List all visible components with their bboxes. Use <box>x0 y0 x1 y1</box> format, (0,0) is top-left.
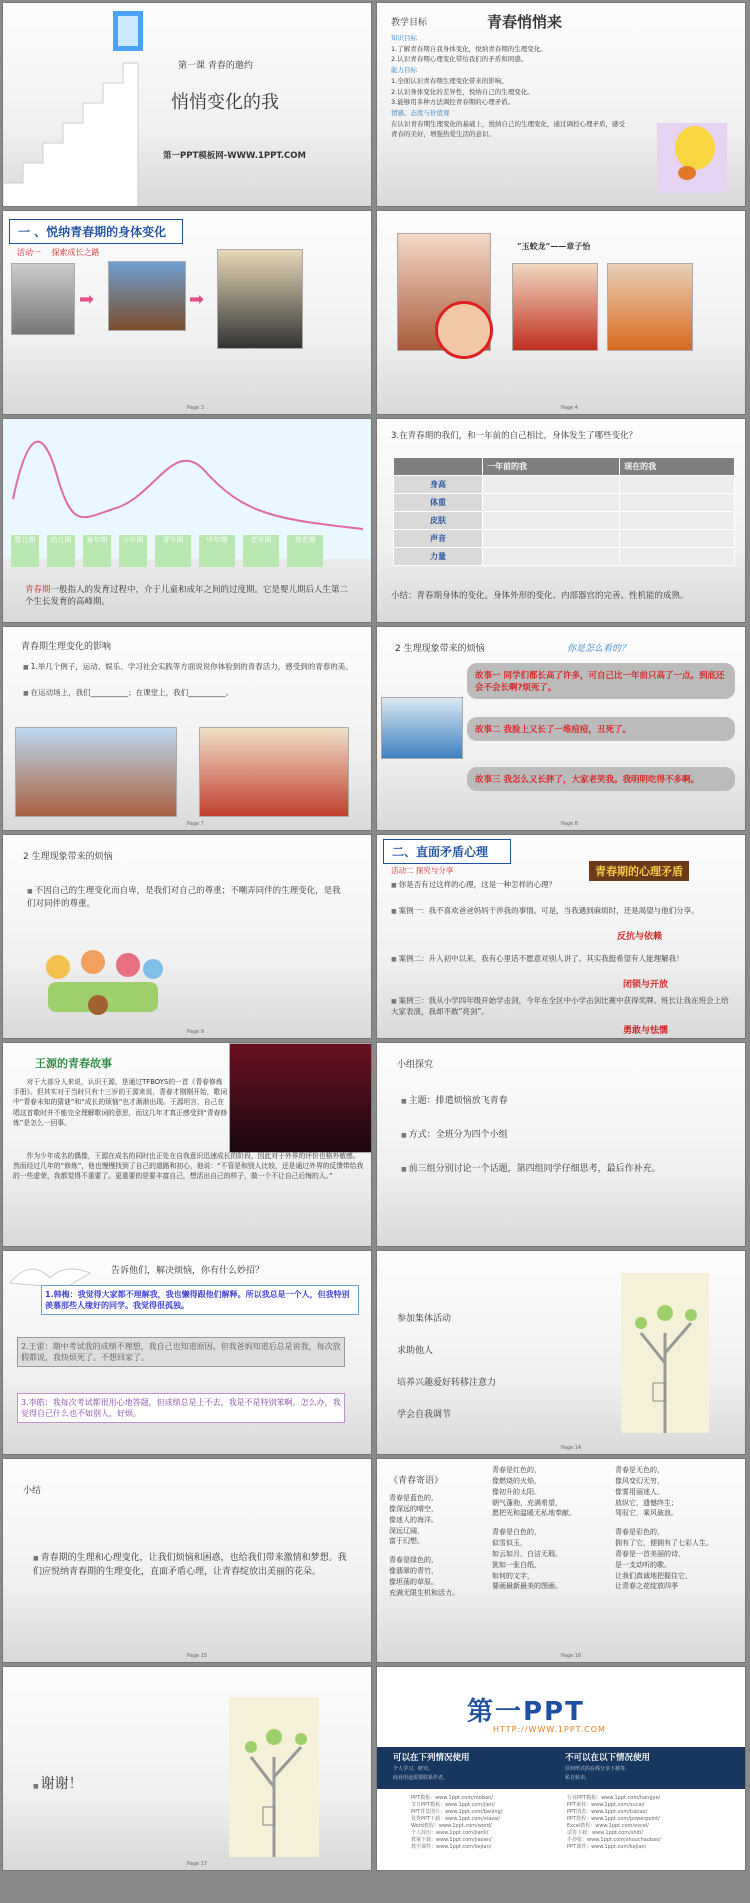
tree-illustration <box>621 1273 709 1433</box>
question: ■ 你是否有过这样的心理，这是一种怎样的心理？ <box>391 879 556 890</box>
method-2: 求助他人 <box>397 1346 434 1356</box>
method-1: 参加集体活动 <box>397 1314 452 1324</box>
sports-photo <box>15 727 177 817</box>
slide-title: 告诉他们，解决烦恼，你有什么妙招？ <box>111 1266 265 1276</box>
page-label: Page 17 <box>187 1861 208 1867</box>
bullet-2: ■ 在运动场上，我们__________；在课堂上，我们__________。 <box>23 687 353 698</box>
poem-line: 富于幻想。 <box>389 1537 424 1546</box>
table-cell[interactable] <box>483 548 620 566</box>
table-header: 现在的我 <box>620 458 735 476</box>
link[interactable]: Word教程：www.1ppt.com/word/ <box>411 1823 492 1829</box>
poem-line: 像初升的太阳。 <box>492 1487 541 1496</box>
summary: 小结：青春期身体的变化。身体外形的变化、内部器官的完善、性机能的成熟。 <box>391 591 689 601</box>
story-para-1: 对于大部分人来说，认识王源，是通过TFBOYS的一首《青春修炼手册》。但其实对于当时只有十三岁的王源来说，青春才刚刚开始，歌词中“青春未知的猜谜”和“成长的烦恼”也才渐渐出现。王源坦言，自己在唱这首歌时并不能完全理解歌词的意思，而这几年才真正感受到“青春修炼”是怎么一回事。 <box>13 1078 228 1127</box>
poem-line: 要画最新最美的图画。 <box>492 1582 562 1591</box>
group-item-3: ■ 前三组分别讨论一个话题，第四组同学仔细思考，最后作补充。 <box>401 1161 731 1174</box>
forbidden-title: 不可以在以下情况使用 <box>565 1753 651 1763</box>
section-title: 一 、悦纳青春期的身体变化 <box>9 219 183 244</box>
slide-title: 王源的青春故事 <box>35 1057 112 1070</box>
stage-label: 童年期 <box>83 535 111 567</box>
slide-4[interactable] <box>376 210 746 415</box>
slide-1[interactable] <box>2 2 372 207</box>
row-label: 力量 <box>394 548 483 566</box>
poem-line: 青春是一首美丽的诗， <box>615 1549 685 1558</box>
obj-heading-values: 情感、态度与价值观 <box>391 109 450 118</box>
actress-child-photo <box>435 301 493 359</box>
story-bubble-3: 故事三 我怎么又长胖了，大家老笑我。我明明吃得不多啊。 <box>467 767 735 791</box>
slide-9[interactable] <box>2 834 372 1039</box>
slide-17[interactable] <box>2 1666 372 1871</box>
poem-line: 朝气蓬勃，充满希望， <box>492 1498 562 1507</box>
link[interactable]: PPT背景图片：www.1ppt.com/beijing/ <box>411 1809 503 1815</box>
table-cell[interactable] <box>483 494 620 512</box>
slide-3[interactable] <box>2 210 372 415</box>
table-cell[interactable] <box>483 476 620 494</box>
links-left <box>411 1795 502 1851</box>
slide-6[interactable] <box>376 418 746 623</box>
link[interactable]: 个人简历：www.1ppt.com/jianli/ <box>411 1830 489 1836</box>
slide-5[interactable] <box>2 418 372 623</box>
poem-line: 驾驭它，乘风破浪。 <box>615 1509 678 1518</box>
row-label: 皮肤 <box>394 512 483 530</box>
poem-line: 像燃烧的火焰， <box>492 1476 541 1485</box>
slide-2[interactable] <box>376 2 746 207</box>
table-row <box>394 548 735 566</box>
page-label: Page 15 <box>187 1653 208 1659</box>
slide-14[interactable] <box>376 1250 746 1455</box>
table-header: 一年前的我 <box>483 458 620 476</box>
link[interactable]: PPT教程：www.1ppt.com/powerpoint/ <box>567 1816 660 1822</box>
group-item-2: ■ 方式：全班分为四个小组 <box>401 1127 508 1140</box>
zhang-adult-photo <box>607 263 693 351</box>
caption: “玉蛟龙”——章子怡 <box>517 241 591 251</box>
allowed-line: 商业用途需要联系作者。 <box>393 1775 449 1781</box>
poem-line: 是一支动听的歌。 <box>615 1560 671 1569</box>
tag-1: 反抗与依赖 <box>617 932 663 942</box>
link[interactable]: PPT素材：www.1ppt.com/sucai/ <box>567 1802 645 1808</box>
obj-heading-ability: 能力目标 <box>391 66 417 75</box>
activity: 活动二 探究与分享 <box>391 866 454 875</box>
slide-8[interactable] <box>376 626 746 831</box>
poem-line: 青春是彩色的， <box>615 1528 664 1537</box>
summary-text: ■ 青春期的生理和心理变化，让我们烦恼和困惑，也给我们带来激情和梦想。我们应悦纳青春期的生理变化，直面矛盾心理，让青春绽放出美丽的花朵。 <box>33 1551 353 1580</box>
slide-title: 2 生理现象带来的烦恼 <box>395 644 485 654</box>
row-label: 声音 <box>394 530 483 548</box>
boy-photo <box>381 697 463 759</box>
bubble-2: 2.王雷：期中考试我的成绩不理想，我自己也知道原因。但我爸妈知道后总是说我，每次放假都说，我快烦死了。不想回家了。 <box>17 1337 345 1367</box>
allowed-line: 个人学习、研究。 <box>393 1766 434 1772</box>
group-item-1: ■ 主题：排遣烦恼放飞青春 <box>401 1093 508 1106</box>
stage-label: 婴儿期 <box>11 535 39 567</box>
thanks-text: ■ 谢谢！ <box>33 1773 83 1793</box>
method-4: 学会自我调节 <box>397 1410 452 1420</box>
poem-line: 青春是无色的， <box>615 1466 664 1474</box>
poem-line: 青春是红色的， <box>492 1466 541 1474</box>
links-right <box>567 1795 661 1851</box>
story-bubble-2: 故事二 我脸上又长了一堆痘痘，丑死了。 <box>467 717 735 741</box>
page-label: Page 14 <box>561 1445 582 1451</box>
zhang-child-photo <box>512 263 598 351</box>
definition: 一般指人的发育过程中，介于儿童和成年之间的过度期。它是婴儿期后人生第二个生长发育的高峰期。 <box>25 585 349 607</box>
obj-line: 2.认识身体变化的差异性，悦纳自己的生理变化。 <box>391 87 534 96</box>
link[interactable]: PPT课件：www.1ppt.com/kejian/ <box>567 1844 647 1850</box>
case-1: ■ 案例一：我不喜欢爸爸妈妈干涉我的事情。可是，当我遇到麻烦时，还是渴望与他们分享。 <box>391 905 731 916</box>
link[interactable]: 教学课件：www.1ppt.com/kejian/ <box>411 1844 492 1850</box>
table-cell[interactable] <box>620 494 735 512</box>
poem-line: 充满无限生机和活力。 <box>389 1588 459 1597</box>
page-label: Page 4 <box>561 405 578 411</box>
ask: 你是怎么看的？ <box>567 644 631 654</box>
poem-line: 像风变幻无穷， <box>615 1476 664 1485</box>
stage-label: 衰老期 <box>287 535 323 567</box>
poem-line: 拥有了它，便拥有了七彩人生。 <box>615 1539 713 1548</box>
poem-col-1 <box>389 1493 489 1599</box>
tree-illustration <box>229 1697 319 1857</box>
definition-text <box>25 585 355 609</box>
activity-name: 探索成长之路 <box>51 248 100 257</box>
baby-photo <box>11 263 75 335</box>
link[interactable]: PPT图表：www.1ppt.com/tubiao/ <box>567 1809 648 1815</box>
poem-line: 像雾用丽迷人。 <box>615 1487 664 1496</box>
page-label: Page 3 <box>187 405 204 411</box>
page-label: Page 9 <box>187 1029 204 1035</box>
poem-col-2 <box>492 1465 602 1592</box>
table-cell[interactable] <box>483 512 620 530</box>
poem-line: 像深远的晴空， <box>389 1504 438 1513</box>
slide-7[interactable] <box>2 626 372 831</box>
case-2: ■ 案例二：升入初中以来，我有心里话不愿意对别人讲了。其实我挺希望有人能理解我！ <box>391 953 731 964</box>
logo-url: HTTP://WWW.1PPT.COM <box>493 1725 606 1734</box>
story-bubble-1: 故事一 同学们都长高了许多，可自己比一年前只高了一点。到底还会不会长啊?烦死了。 <box>467 663 735 699</box>
bubble-3: 3.李皓：我每次考试都很用心地答题，但成绩总是上不去，我是不是特别笨啊。怎么办，我觉得自己什么也不如别人，好烦。 <box>17 1393 345 1423</box>
term: 青春期 <box>25 585 51 595</box>
spacer <box>492 1519 602 1527</box>
child-photo <box>108 261 186 331</box>
poem-line: 像坦荡的草原。 <box>389 1577 438 1586</box>
section-title: 二、直面矛盾心理 <box>383 839 511 864</box>
table-cell[interactable] <box>620 476 735 494</box>
poem-line: 像迷人的海洋。 <box>389 1515 438 1524</box>
obj-line: 2.认识青春期心理变化带给我们的矛盾和困惑。 <box>391 55 528 64</box>
link[interactable]: Excel教程：www.1ppt.com/excel/ <box>567 1823 649 1829</box>
table-cell[interactable] <box>620 512 735 530</box>
row-label: 体重 <box>394 494 483 512</box>
tag-2: 闭锁与开放 <box>623 980 669 990</box>
slide-10[interactable] <box>376 834 746 1039</box>
objectives-heading: 教学目标 <box>391 18 428 28</box>
poem-col-3 <box>615 1465 730 1592</box>
table-header <box>394 458 483 476</box>
poem-line: 如何的文字， <box>492 1571 534 1580</box>
arrow-icon: ➡ <box>79 289 95 310</box>
banner: 青春期的心理矛盾 <box>589 861 689 881</box>
stage-label: 青年期 <box>155 535 191 567</box>
classroom-photo <box>199 727 349 817</box>
poem-title: 《青春寄语》 <box>389 1476 444 1486</box>
table-row <box>394 530 735 548</box>
bubble-1: 1.韩梅：我觉得大家都不理解我，我也懒得跟他们解释。所以我总是一个人，但我特别羡慕那些人缘好的同学。我觉得很孤独。 <box>41 1285 359 1315</box>
obj-line: 1.全面认识青春期生理变化带来的影响。 <box>391 76 508 85</box>
slide-main-title: 悄悄变化的我 <box>171 92 279 113</box>
slide-title: 青春悄悄来 <box>487 13 563 31</box>
poem-line: 似雪似玉， <box>492 1539 527 1548</box>
story-para-2: 作为少年成名的偶像，王源在成名的同时也正处在自我意识迅速成长的阶段，因此对于外界的评价也格外敏感。然而经过几年的“修炼”，他也慢慢找到了自己的道路和初心，他说：“不管是和别人比较，还是通过外界的反馈带给我的一些虚荣，我都觉得不重要了。更重要的是要丰富自己，想活出自己的样子，做一个不让自己后悔的人。” <box>13 1152 364 1181</box>
poem-line: 青春是蓝色的， <box>389 1494 438 1502</box>
arrow-icon: ➡ <box>189 289 205 310</box>
slide-13[interactable] <box>2 1250 372 1455</box>
table-row <box>394 494 735 512</box>
forbidden-line: 私自转卖。 <box>565 1775 591 1781</box>
obj-line: 1.了解青春期自我身体变化，悦纳青春期的生理变化。 <box>391 44 547 53</box>
obj-heading-knowledge: 知识目标 <box>391 34 417 42</box>
poem-line: 犹如一张白纸， <box>492 1560 541 1569</box>
footer-site: 第一PPT模板网-WWW.1PPT.COM <box>163 151 306 161</box>
stage-photo <box>229 1043 372 1153</box>
page-label: Page 8 <box>561 821 578 827</box>
link[interactable]: 试卷下载：www.1ppt.com/shiti/ <box>567 1830 644 1836</box>
kids-illustration <box>38 947 168 1022</box>
row-label: 身高 <box>394 476 483 494</box>
link[interactable]: 节日PPT模板：www.1ppt.com/jieri/ <box>411 1802 495 1808</box>
page-label: Page 7 <box>187 821 204 827</box>
link[interactable]: 手抄报：www.1ppt.com/shouchaobao/ <box>567 1837 661 1843</box>
info-band <box>377 1747 746 1789</box>
link[interactable]: PPT模板：www.1ppt.com/moban/ <box>411 1795 493 1801</box>
slide-18[interactable] <box>376 1666 746 1871</box>
staircase-illustration <box>3 3 163 207</box>
poem-line: 放纵它，遗憾终生； <box>615 1498 678 1507</box>
change-table <box>393 457 735 566</box>
table-header-row <box>394 458 735 476</box>
slide-16[interactable] <box>376 1458 746 1663</box>
question: 3.在青春期的我们，和一年前的自己相比，身体发生了哪些变化？ <box>391 431 638 441</box>
page-label: Page 16 <box>561 1653 582 1659</box>
poem-line: 如云如月，白洁无瑕。 <box>492 1549 562 1558</box>
adult-photo <box>217 249 303 349</box>
link[interactable]: 教案下载：www.1ppt.com/jiaoan/ <box>411 1837 492 1843</box>
poem-line: 让我们真诚地把握住它， <box>615 1571 692 1580</box>
stage-label: 幼儿期 <box>47 535 75 567</box>
poem-line: 深远辽阔， <box>389 1526 424 1535</box>
respect-text: ■ 不因自己的生理变化而自卑，是我们对自己的尊重；不嘲弄同伴的生理变化，是我们对同伴的尊重。 <box>27 885 347 911</box>
forbidden-line: 任何形式的在线分享下载等。 <box>565 1766 631 1772</box>
slide-title: 小结 <box>23 1486 42 1496</box>
stage-label: 老年期 <box>243 535 279 567</box>
table-row <box>394 476 735 494</box>
slide-title: 2 生理现象带来的烦恼 <box>23 852 113 862</box>
objectives-list <box>391 33 631 140</box>
activity-label <box>17 247 100 258</box>
slide-title: 小组探究 <box>397 1060 434 1070</box>
tag-3: 勇敢与怯懦 <box>623 1026 669 1036</box>
stage-label: 少年期 <box>119 535 147 567</box>
table-cell[interactable] <box>620 548 735 566</box>
lesson-label: 第一课 青春的邀约 <box>178 61 253 71</box>
bullet-1: ■ 1.举几个例子，运动、娱乐、学习社会实践等方面说说你体验到的青春活力，感受到的青春的美。 <box>23 661 353 672</box>
obj-line: 在认识青春期生理变化的基础上，悦纳自己的生理变化，通过调控心理矛盾，感受青春的美好，增强热爱生活的意识。 <box>391 119 625 139</box>
spacer <box>615 1519 730 1527</box>
table-cell[interactable] <box>620 530 735 548</box>
slide-11[interactable] <box>2 1042 372 1247</box>
stage-labels <box>11 535 323 567</box>
poem-line: 像翡翠的青竹， <box>389 1567 438 1576</box>
link[interactable]: 行业PPT模板：www.1ppt.com/hangye/ <box>567 1795 661 1801</box>
poem-line: 青春是白色的， <box>492 1528 541 1537</box>
table-row <box>394 512 735 530</box>
stage-label: 中年期 <box>199 535 235 567</box>
table-cell[interactable] <box>483 530 620 548</box>
method-3: 培养兴趣爱好转移注意力 <box>397 1378 497 1388</box>
poem-line: 让青春之花绽放四季 <box>615 1582 678 1591</box>
slide-title: 青春期生理变化的影响 <box>21 642 112 652</box>
slide-12[interactable] <box>376 1042 746 1247</box>
spacer <box>389 1547 489 1555</box>
poem-line: 青春是绿色的， <box>389 1556 438 1565</box>
link[interactable]: 优秀PPT下载：www.1ppt.com/xiazai/ <box>411 1816 501 1822</box>
activity-number: 活动一 <box>17 248 41 257</box>
obj-line: 3.能够用多种方法调控青春期的心理矛盾。 <box>391 98 515 107</box>
balloon-illustration <box>657 123 727 193</box>
slide-15[interactable] <box>2 1458 372 1663</box>
allowed-title: 可以在下列情况使用 <box>393 1753 470 1763</box>
case-3: ■ 案例三：我从小学四年级开始学击剑，今年在全区中小学击剑比赛中获得奖牌。班长让我在班会上给大家表演，我却不敢“亮剑”。 <box>391 995 731 1018</box>
poem-line: 愿把光和温暖无私地奉献。 <box>492 1509 576 1518</box>
logo: 第一PPT <box>467 1697 585 1727</box>
